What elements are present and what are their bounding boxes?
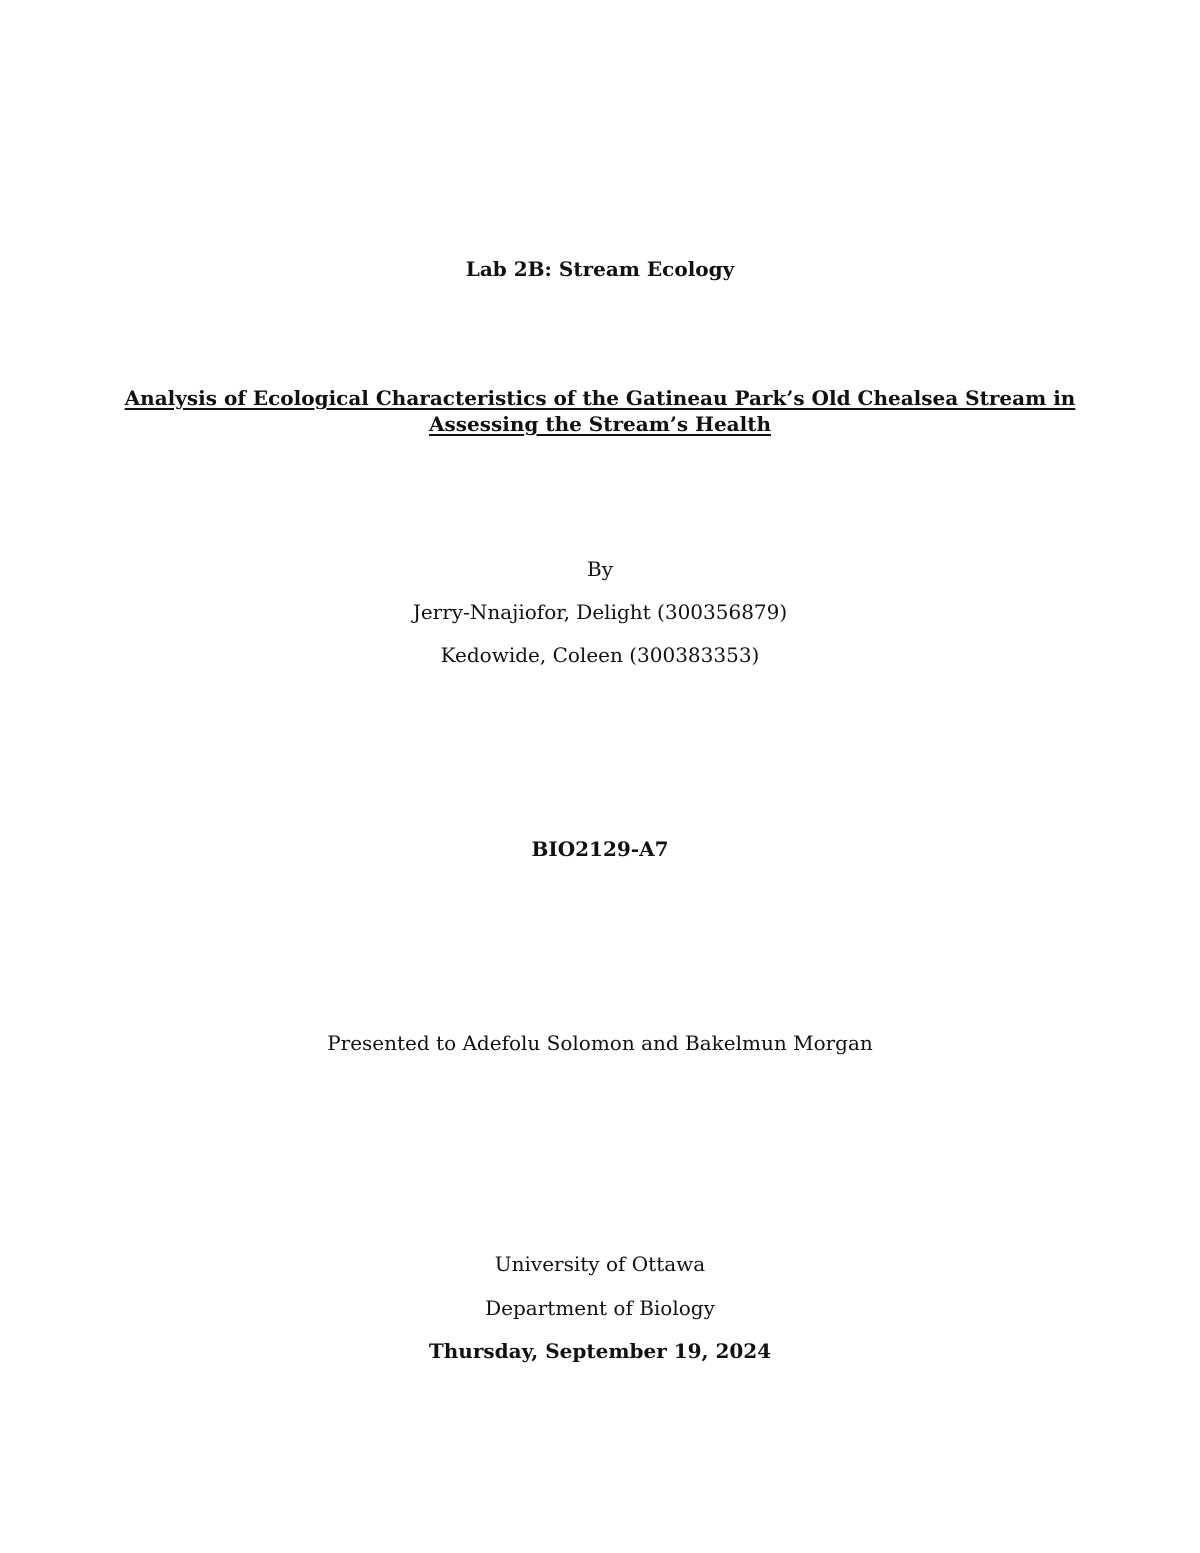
byline-label: By <box>587 557 613 581</box>
author-2: Kedowide, Coleen (300383353) <box>440 643 760 667</box>
department-name: Department of Biology <box>485 1296 715 1320</box>
author-1: Jerry-Nnajiofor, Delight (300356879) <box>412 600 788 624</box>
course-code: BIO2129-A7 <box>531 837 669 861</box>
lab-title: Lab 2B: Stream Ecology <box>465 257 735 281</box>
main-title-line-1: Analysis of Ecological Characteristics of the Gatineau Park’s Old Chealsea Stream in <box>124 386 1076 410</box>
submission-date: Thursday, September 19, 2024 <box>428 1339 772 1363</box>
main-title-line-2: Assessing the Stream’s Health <box>428 412 772 436</box>
presented-to: Presented to Adefolu Solomon and Bakelmun Morgan <box>327 1031 873 1055</box>
university-name: University of Ottawa <box>494 1252 706 1276</box>
